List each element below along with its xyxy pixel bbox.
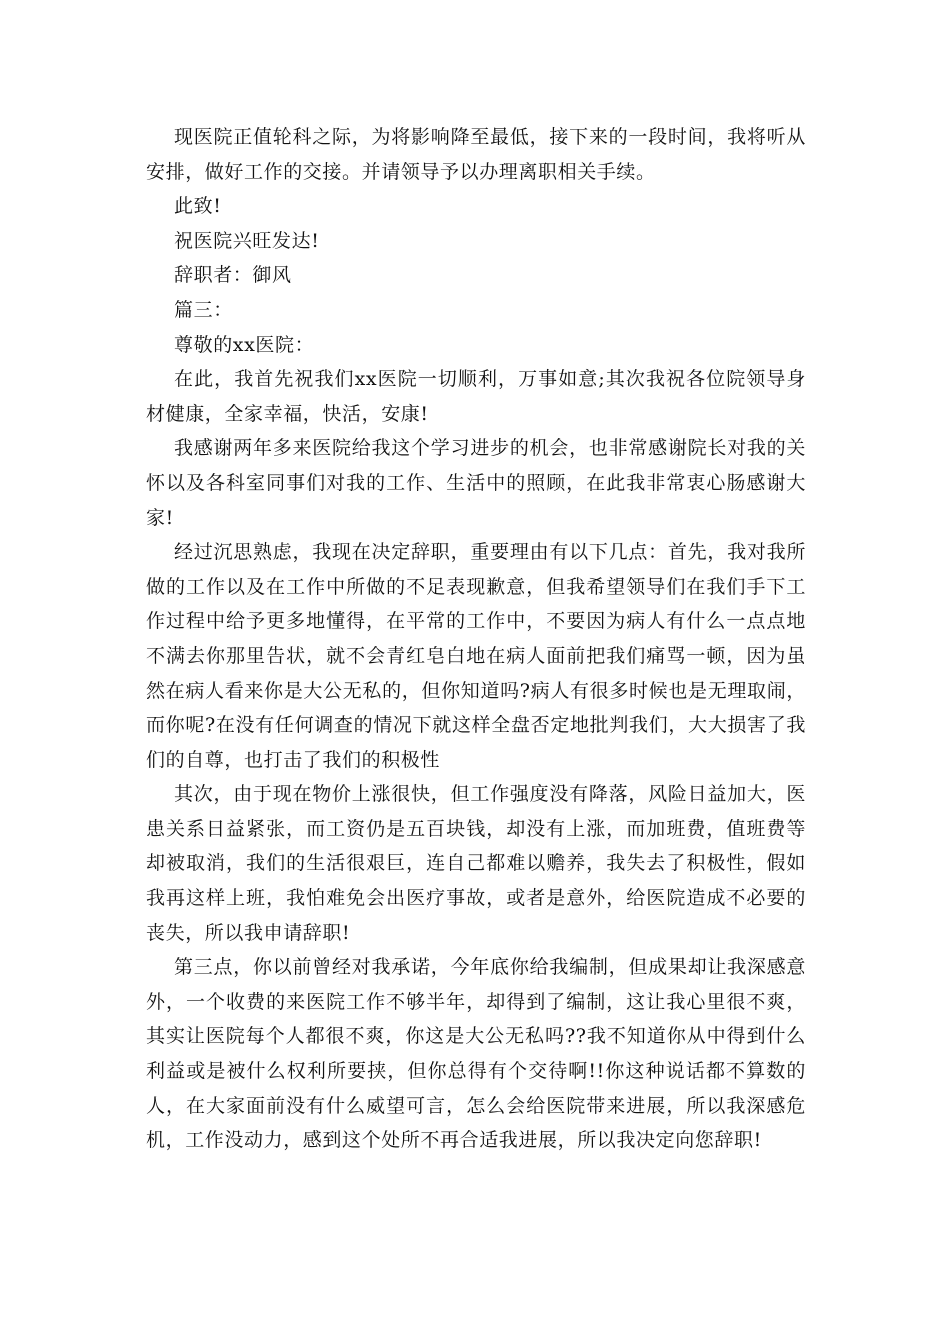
paragraph-greeting: 尊敬的xx医院： [174, 333, 315, 356]
paragraph-opening-wishes: 在此，我首先祝我们xx医院一切顺利，万事如意;其次我祝各位院领导身材健康，全家幸福，快活，安康! [146, 368, 806, 425]
paragraph-reason-third: 第三点，你以前曾经对我承诺，今年底你给我编制，但成果却让我深感意外，一个收费的来医院工作不够半年，却得到了编制，这让我心里很不爽，其实让医院每个人都很不爽，你这是大公无私吗??我不知道你从中得到什么利益或是被什么权利所要挟，但你总得有个交待啊!!你这种说话都不算数的人，在大家面前没有什么威望可言，怎么会给医院带来进展，所以我深感危机，工作没动力，感到这个处所不再合适我进展，所以我决定向您辞职! [146, 956, 806, 1152]
paragraph-wish: 祝医院兴旺发达! [174, 229, 320, 252]
paragraph-signature: 辞职者：御风 [174, 264, 292, 287]
document-body [146, 120, 806, 1158]
paragraph-reason-second: 其次，由于现在物价上涨很快，但工作强度没有降落，风险日益加大，医患关系日益紧张，而工资仍是五百块钱，却没有上涨，而加班费，值班费等却被取消，我们的生活很艰巨，连自己都难以赡养，我失去了积极性，假如我再这样上班，我怕难免会出医疗事故，或者是意外，给医院造成不必要的丧失，所以我申请辞职! [146, 783, 806, 944]
paragraph-salutation-close: 此致! [174, 195, 222, 218]
section-heading-part-three: 篇三： [174, 298, 233, 321]
paragraph-handover: 现医院正值轮科之际，为将影响降至最低，接下来的一段时间，我将听从安排，做好工作的交接。并请领导予以办理离职相关手续。 [146, 126, 806, 183]
paragraph-reason-first: 经过沉思熟虑，我现在决定辞职，重要理由有以下几点：首先，我对我所做的工作以及在工作中所做的不足表现歉意，但我希望领导们在我们手下工作过程中给予更多地懂得，在平常的工作中，不要因为病人有什么一点点地不满去你那里告状，就不会青红皂白地在病人面前把我们痛骂一顿，因为虽然在病人看来你是大公无私的，但你知道吗?病人有很多时候也是无理取闹，而你呢?在没有任何调查的情况下就这样全盘否定地批判我们，大大损害了我们的自尊，也打击了我们的积极性 [146, 541, 806, 771]
paragraph-thanks: 我感谢两年多来医院给我这个学习进步的机会，也非常感谢院长对我的关怀以及各科室同事们对我的工作、生活中的照顾，在此我非常衷心肠感谢大家! [146, 437, 806, 529]
